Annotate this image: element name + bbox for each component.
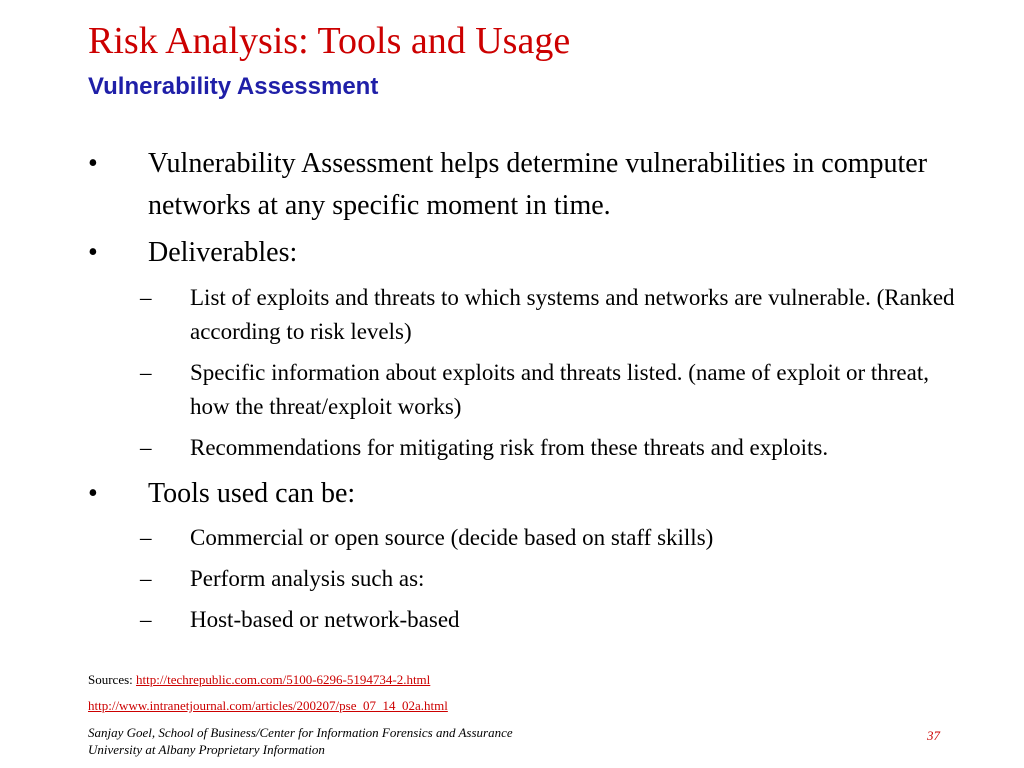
dash-marker: – xyxy=(140,285,152,310)
dash-marker: – xyxy=(140,566,152,591)
slide-title: Risk Analysis: Tools and Usage xyxy=(88,20,571,62)
sub-item-text: List of exploits and threats to which systems and networks are vulnerable. (Ranked according to risk levels) xyxy=(190,285,955,344)
dash-marker: – xyxy=(140,435,152,460)
footer xyxy=(88,724,513,758)
sources-line xyxy=(88,672,430,688)
bullet-marker: • xyxy=(88,478,98,509)
sub-item-text: Perform analysis such as: xyxy=(190,566,425,591)
sub-item-text: Recommendations for mitigating risk from these threats and exploits. xyxy=(190,435,829,460)
bullet-marker: • xyxy=(88,148,98,179)
footer-author: Sanjay Goel, School of Business/Center for Information Forensics and Assurance xyxy=(88,725,513,740)
dash-marker: – xyxy=(140,525,152,550)
bullet-marker: • xyxy=(88,237,98,268)
bullet-text: Deliverables: xyxy=(148,237,298,268)
sources-label: Sources: xyxy=(88,672,133,687)
bullet-text: Tools used can be: xyxy=(148,478,356,509)
dash-marker: – xyxy=(140,360,152,385)
source-link[interactable]: http://www.intranetjournal.com/articles/200207/pse_07_14_02a.html xyxy=(88,698,448,713)
source-link[interactable]: http://techrepublic.com.com/5100-6296-5194734-2.html xyxy=(136,672,431,687)
sub-item-text: Commercial or open source (decide based on staff skills) xyxy=(190,525,714,550)
slide-subtitle: Vulnerability Assessment xyxy=(88,73,379,100)
page-number: 37 xyxy=(927,728,940,743)
footer-affiliation: University at Albany Proprietary Information xyxy=(88,742,325,757)
sources-line xyxy=(88,698,448,714)
sub-item-text: Specific information about exploits and threats listed. (name of exploit or threat, how the threat/exploit works) xyxy=(190,360,929,419)
dash-marker: – xyxy=(140,607,152,632)
sub-item-text: Host-based or network-based xyxy=(190,607,460,632)
bullet-text: Vulnerability Assessment helps determine vulnerabilities in computer networks at any specific moment in time. xyxy=(148,148,928,221)
